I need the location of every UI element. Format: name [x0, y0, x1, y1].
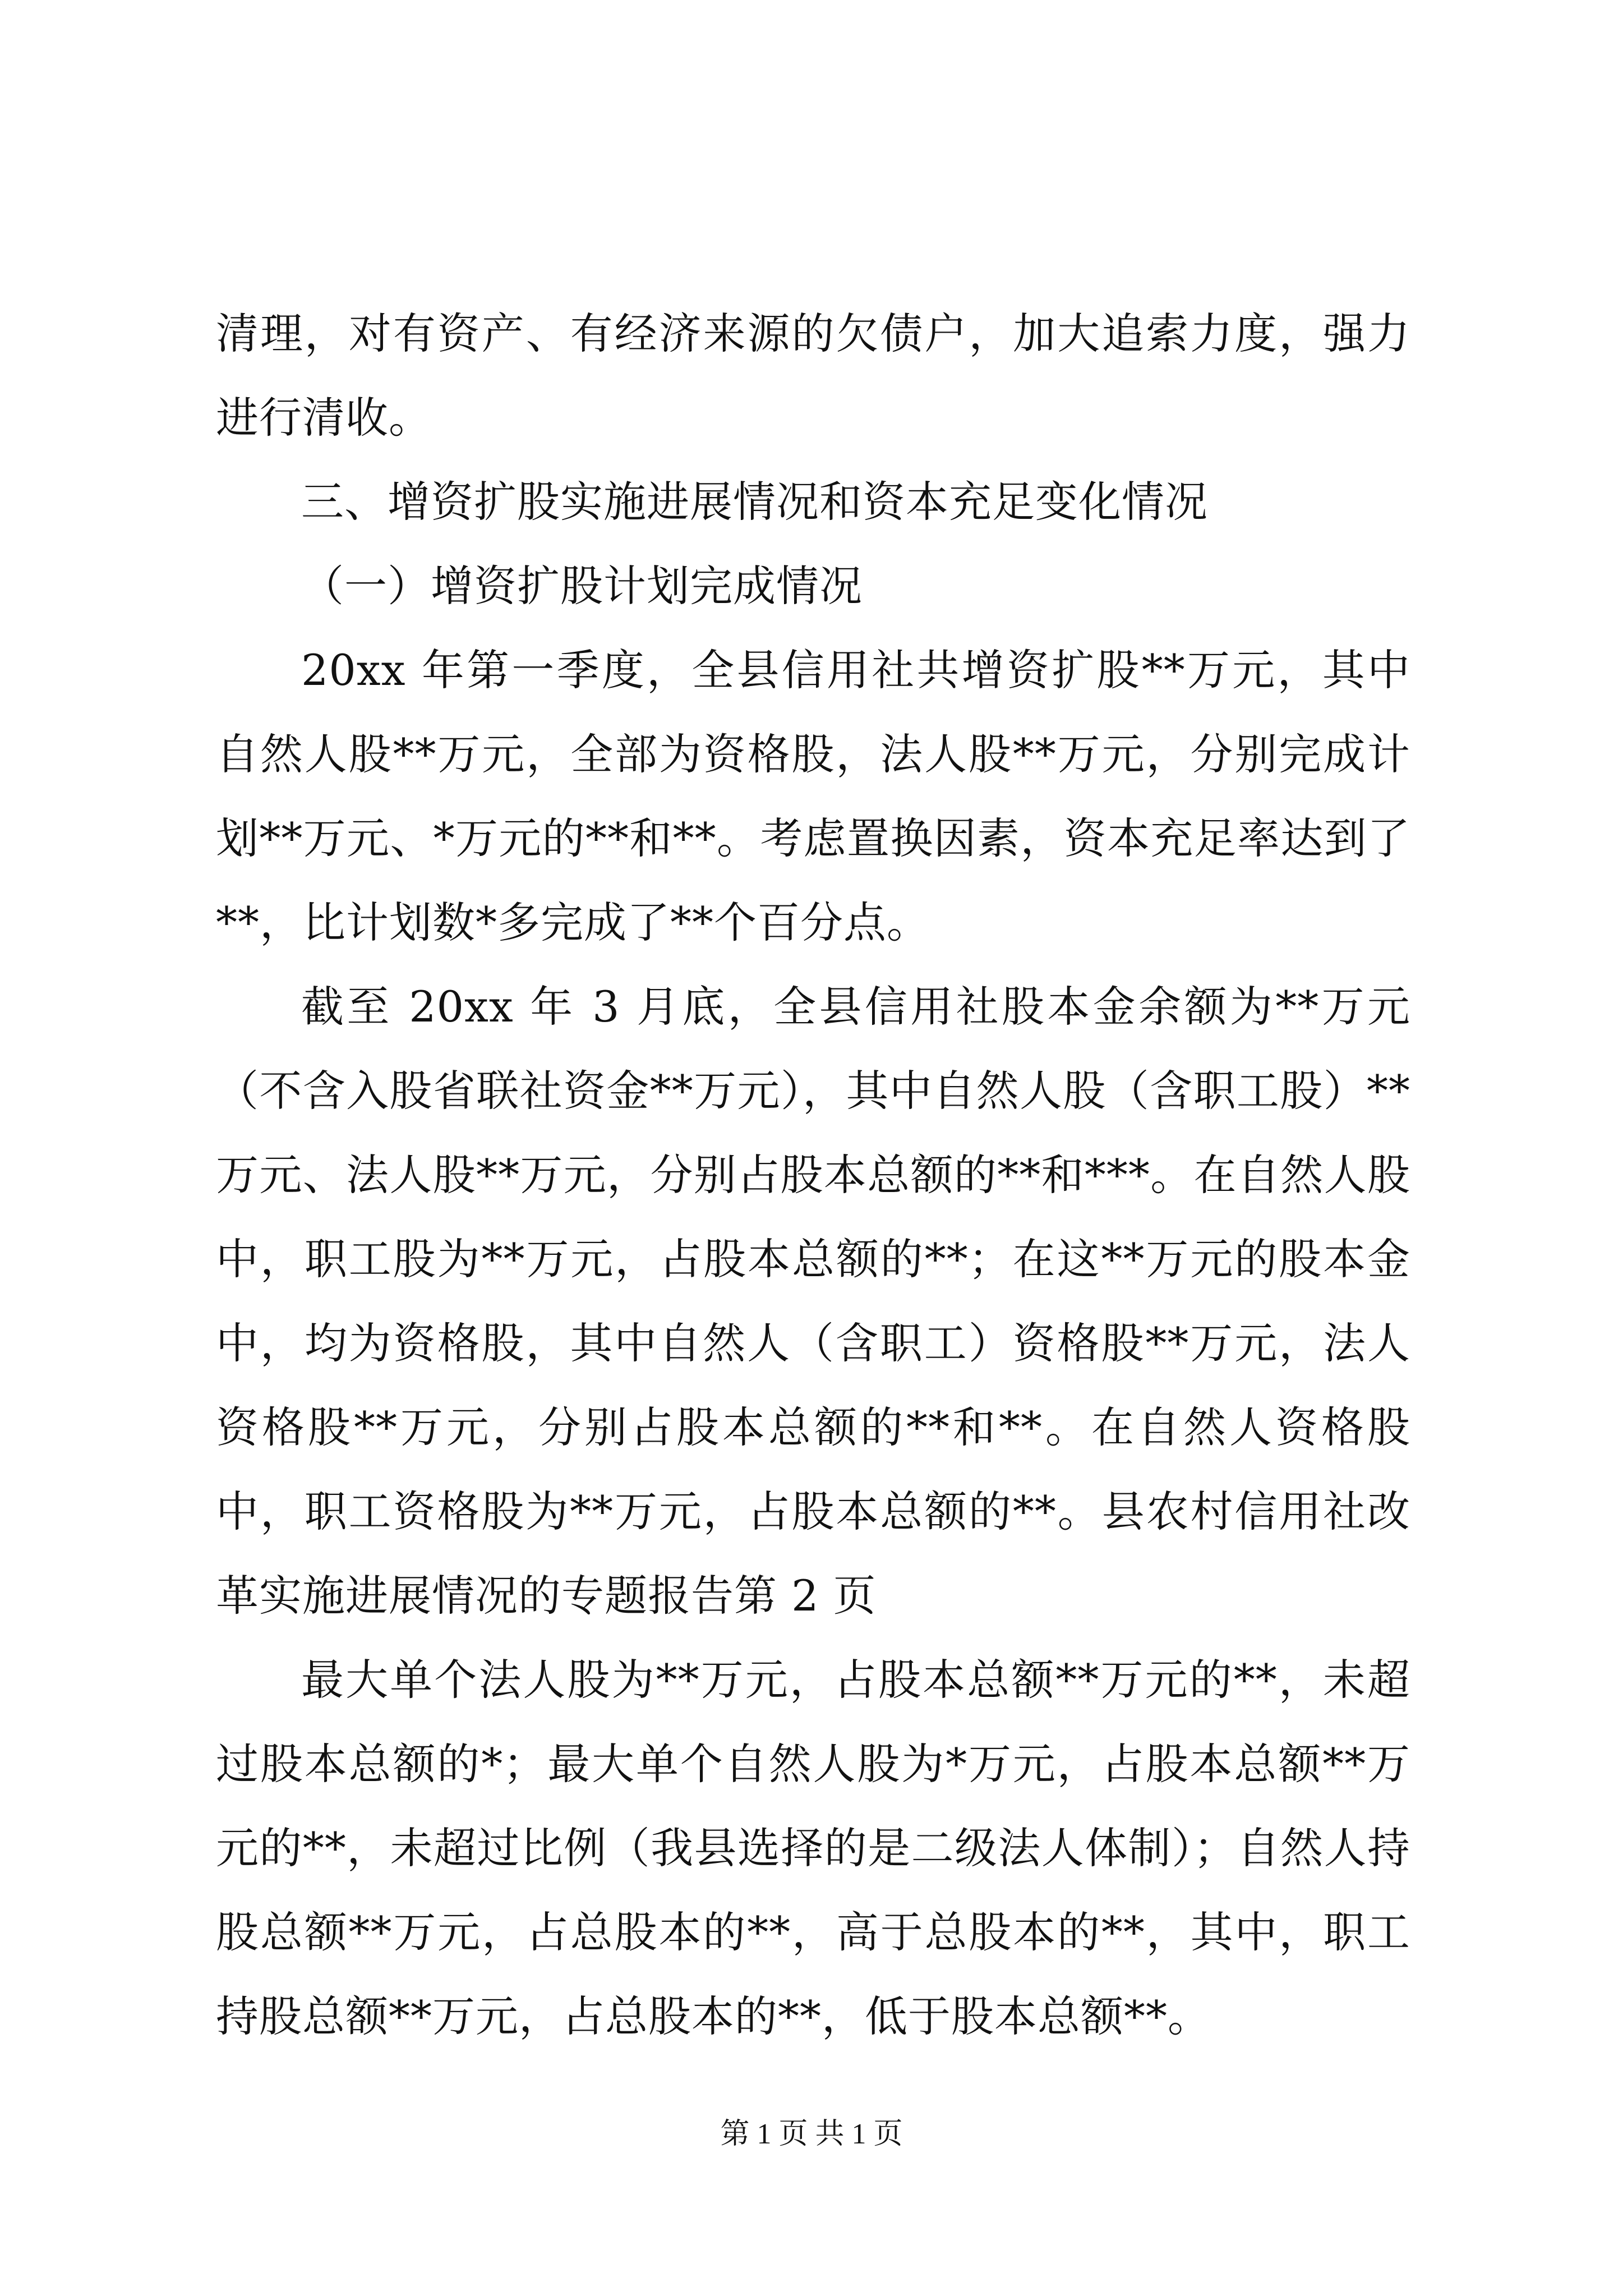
body-paragraph: 截至 20xx 年 3 月底，全县信用社股本金余额为**万元（不含入股省联社资金**万元），其中自然人股（含职工股）**万元、法人股**万元，分别占股本总额的**和***。在自然人股中，职工股为**万元，占股本总额的**；在这**万元的股本金中，均为资格股，其中自然人（含职工）资格股**万元，法人资格股**万元，分别占股本总额的**和**。在自然人资格股中，职工资格股为**万元，占股本总额的**。县农村信用社改革实施进展情况的专题报告第 2 页 [216, 982, 1410, 1621]
subsection-heading: （一）增资扩股计划完成情况 [301, 561, 863, 611]
body-paragraph: 20xx 年第一季度，全县信用社共增资扩股**万元，其中自然人股**万元，全部为资格股，法人股**万元，分别完成计划**万元、*万元的**和**。考虑置换因素，资本充足率达到了**，比计划数*多完成了**个百分点。 [216, 645, 1410, 947]
page-footer: 第 1 页 共 1 页 [720, 2118, 903, 2150]
section-heading: 三、增资扩股实施进展情况和资本充足变化情况 [301, 477, 1208, 527]
body-paragraph: 清理，对有资产、有经济来源的欠债户，加大追索力度，强力进行清收。 [216, 309, 1410, 443]
document-body [216, 292, 1410, 2059]
body-paragraph: 最大单个法人股为**万元，占股本总额**万元的**，未超过股本总额的*；最大单个自然人股为*万元，占股本总额**万元的**，未超过比例（我县选择的是二级法人体制）；自然人持股总额**万元，占总股本的**，高于总股本的**，其中，职工持股总额**万元，占总股本的**，低于股本总额**。 [216, 1655, 1410, 2041]
